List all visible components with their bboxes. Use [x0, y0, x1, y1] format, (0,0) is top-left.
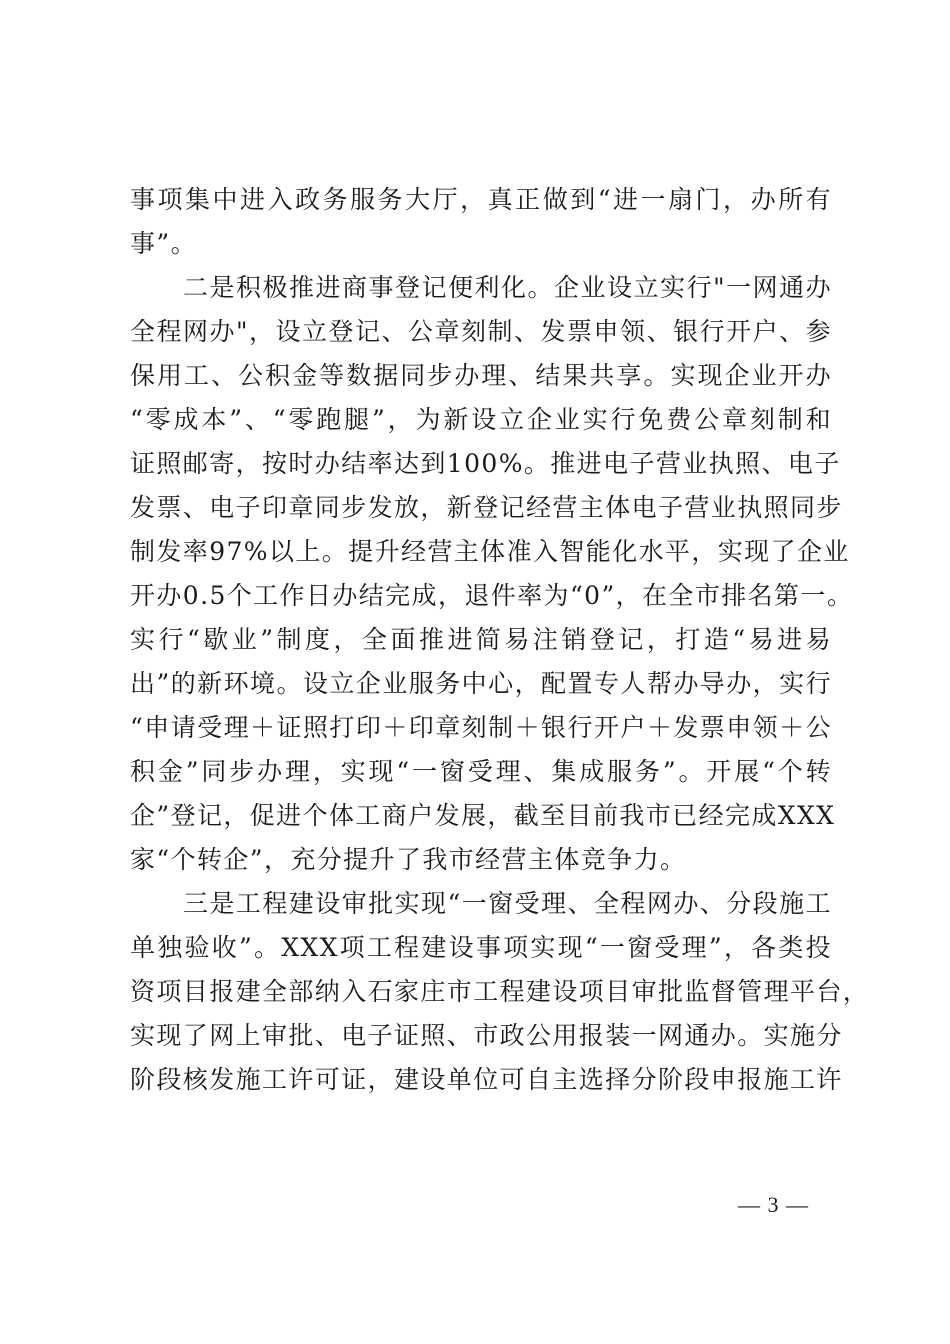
text-line: “申请受理＋证照打印＋印章刻制＋银行开户＋发票申领＋公 [130, 713, 832, 742]
paragraph-construction-approval [130, 882, 870, 1102]
text-line: 实行“歇业”制度，全面推进简易注销登记，打造“易进易 [130, 625, 832, 654]
text-line: 单独验收”。XXX项工程建设事项实现“一窗受理”，各类投 [130, 933, 832, 962]
paragraph-business-registration [130, 266, 854, 882]
text-line: 阶段核发施工许可证，建设单位可自主选择分阶段申报施工许 [130, 1065, 843, 1094]
text-line: 家“个转企”，充分提升了我市经营主体竞争力。 [130, 845, 687, 874]
text-line: 事”。 [130, 229, 197, 258]
paragraph-continuation [130, 178, 832, 266]
text-line: 出”的新环境。设立企业服务中心，配置专人帮办导办，实行 [130, 669, 832, 698]
text-line: 开办0.5个工作日办结完成，退件率为“0”，在全市排名第一。 [130, 581, 854, 610]
text-line: 制发率97%以上。提升经营主体准入智能化水平，实现了企业 [130, 537, 850, 566]
text-line: 实现了网上审批、电子证照、市政公用报装一网通办。实施分 [130, 1021, 843, 1050]
text-line: 企”登记，促进个体工商户发展，截至目前我市已经完成XXX [130, 801, 836, 830]
text-line: 发票、电子印章同步发放，新登记经营主体电子营业执照同步 [130, 493, 843, 522]
text-line: 证照邮寄，按时办结率达到100%。推进电子营业执照、电子 [130, 449, 841, 478]
page-number: — 3 — [738, 1192, 809, 1217]
text-line: 二是积极推进商事登记便利化。企业设立实行"一网通办 [183, 273, 832, 302]
text-line: 全程网办"，设立登记、公章刻制、发票申领、银行开户、参 [130, 317, 832, 346]
text-line: 资项目报建全部纳入石家庄市工程建设项目审批监督管理平台， [130, 977, 870, 1006]
text-line: 保用工、公积金等数据同步办理、结果共享。实现企业开办 [130, 361, 832, 390]
text-line: “零成本”、“零跑腿”，为新设立企业实行免费公章刻制和 [130, 405, 832, 434]
text-line: 三是工程建设审批实现“一窗受理、全程网办、分段施工 [183, 889, 832, 918]
document-body [130, 178, 870, 1102]
text-line: 事项集中进入政务服务大厅，真正做到“进一扇门，办所有 [130, 185, 832, 214]
text-line: 积金”同步办理，实现“一窗受理、集成服务”。开展“个转 [130, 757, 832, 786]
